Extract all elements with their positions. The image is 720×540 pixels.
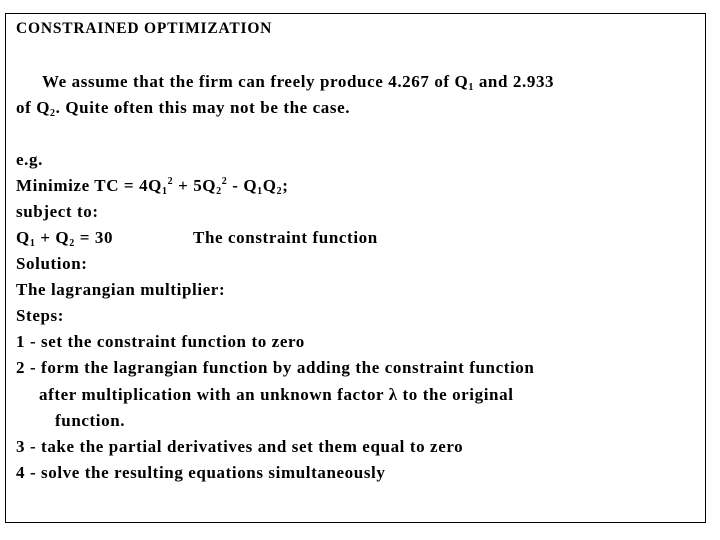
intro-line-2: of $Q_2$. Quite often this may not be the case. xyxy=(16,98,351,119)
solution-label: Solution: xyxy=(16,254,88,273)
constraint-label: The constraint function xyxy=(193,228,378,247)
steps-label: Steps: xyxy=(16,306,64,325)
example-label: e.g. xyxy=(16,150,43,169)
intro-line-1: We assume that the firm can freely produce 4.267 of $Q_1$ and 2.933 xyxy=(42,72,555,93)
constraint-equation: $Q_1 + Q_2 = 30$ The constraint function xyxy=(16,228,378,249)
objective-function: Minimize TC = $4Q_1^2 + 5Q_2^2 - Q_1Q_2$; xyxy=(16,176,289,197)
step-2-continued: after multiplication with an unknown factor λ to the original xyxy=(39,385,514,404)
subject-to-label: subject to: xyxy=(16,202,99,221)
step-4: 4 - solve the resulting equations simultaneously xyxy=(16,463,386,482)
method-label: The lagrangian multiplier: xyxy=(16,280,226,299)
slide-title: CONSTRAINED OPTIMIZATION xyxy=(16,20,273,37)
step-3: 3 - take the partial derivatives and set them equal to zero xyxy=(16,437,464,456)
step-1: 1 - set the constraint function to zero xyxy=(16,332,305,351)
step-2-end: function. xyxy=(55,411,126,430)
step-2: 2 - form the lagrangian function by adding the constraint function xyxy=(16,358,535,377)
